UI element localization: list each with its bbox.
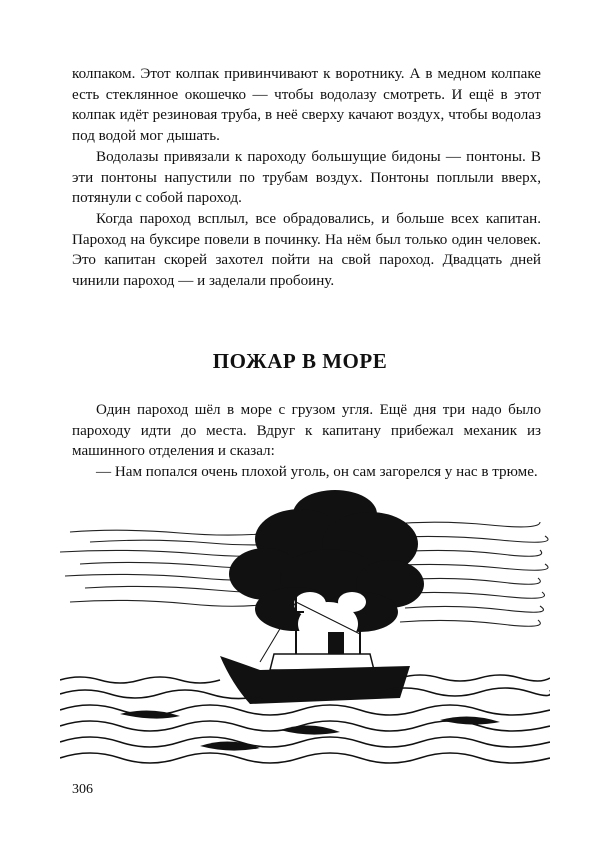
wave-shadows	[120, 710, 500, 750]
text-block-chapter	[72, 400, 541, 483]
paragraph: Водолазы привязали к пароходу большущие бидоны — понтоны. В эти понтоны напустили по трубам воздух. Понтоны поплыли вверх, потянули с собой пароход.	[72, 148, 541, 207]
chapter-title: ПОЖАР В МОРЕ	[212, 349, 388, 373]
paragraph: — Нам попался очень плохой уголь, он сам загорелся у нас в трюме.	[96, 464, 538, 481]
page-number: 306	[72, 782, 93, 797]
paragraph: Один пароход шёл в море с грузом угля. Ещё дня три надо было пароходу идти до места. Вдруг к капитану прибежал механик из машинного отделения и сказал:	[72, 402, 541, 460]
paragraph: колпаком. Этот колпак привинчивают к воротнику. А в медном колпаке есть стеклянное окошечко — чтобы водолазу смотреть. И ещё в этот колпак идёт резиновая труба, в неё сверху качают воздух, чтобы водолаз под водой мог дышать.	[72, 66, 541, 145]
text-block-top	[72, 64, 541, 292]
burning-steamship-illustration	[60, 484, 550, 772]
paragraph: Когда пароход всплыл, все обрадовались, и больше всех капитан. Пароход на буксире повели в починку. На нём был только один человек. Это капитан скорей захотел пойти на свой пароход. Двадцать дней чинили пароход — и заделали пробоину.	[72, 210, 541, 290]
